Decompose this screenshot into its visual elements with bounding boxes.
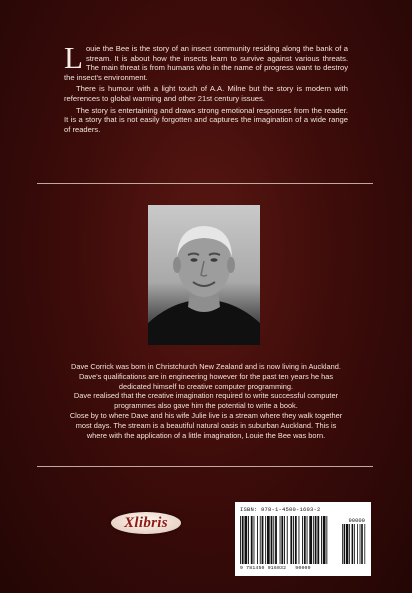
author-bio [44,362,368,440]
bio-line: Dave Corrick was born in Christchurch New Zealand and is now living in Auckland. [71,362,341,371]
bio-line: Close by to where Dave and his wife Julie live is a stream where they walk together [69,410,343,420]
publisher-logo [111,512,181,534]
author-portrait-illustration [148,205,260,345]
publisher-logo-text: Xlibris [124,514,168,531]
barcode-addon-digits: 90000 [295,566,311,571]
bio-line: programmes also gave him the potential to write a book. [114,401,298,411]
bio-line: where with the application of a little imagination, Louie the Bee was born. [86,430,326,440]
barcode-main-digits: 9 781450 016032 [240,566,287,571]
divider-bottom [37,466,373,467]
divider-top [37,183,373,184]
back-cover-blurb [64,40,348,136]
isbn-barcode [235,502,371,576]
author-photo [148,205,260,345]
barcode-digits [240,566,311,571]
blurb-text-1: ouie the Bee is the story of an insect community residing along the bank of a stream. It is about how the insects learn to survive against various threats. The main threat is from humans who in the name of progress want to destroy the insect's environment. [64,44,348,82]
blurb-paragraph-3: The story is entertaining and draws strong emotional responses from the reader. It is a story that is not easily forgotten and captures the imagination of a wide range of readers. [64,105,348,134]
isbn-label: ISBN: 978-1-4500-1603-2 [240,506,321,513]
price-code: 90000 [348,517,365,524]
bio-line: dedicated himself to creative computer programming. [118,381,294,391]
bio-line: most days. The stream is a beautiful natural oasis in suburban Auckland. This is [75,420,337,430]
barcode-bars [240,516,366,566]
drop-cap-letter: L [64,40,83,75]
bio-line: Dave's qualifications are in engineering however for the past ten years he has [78,371,334,381]
bio-line: Dave realised that the creative imagination required to write successful computer [73,391,339,401]
blurb-paragraph-2: There is humour with a light touch of A.A. Milne but the story is modern with references to global warming and other 21st century issues. [64,84,348,103]
blurb-paragraph-1 [64,40,348,82]
